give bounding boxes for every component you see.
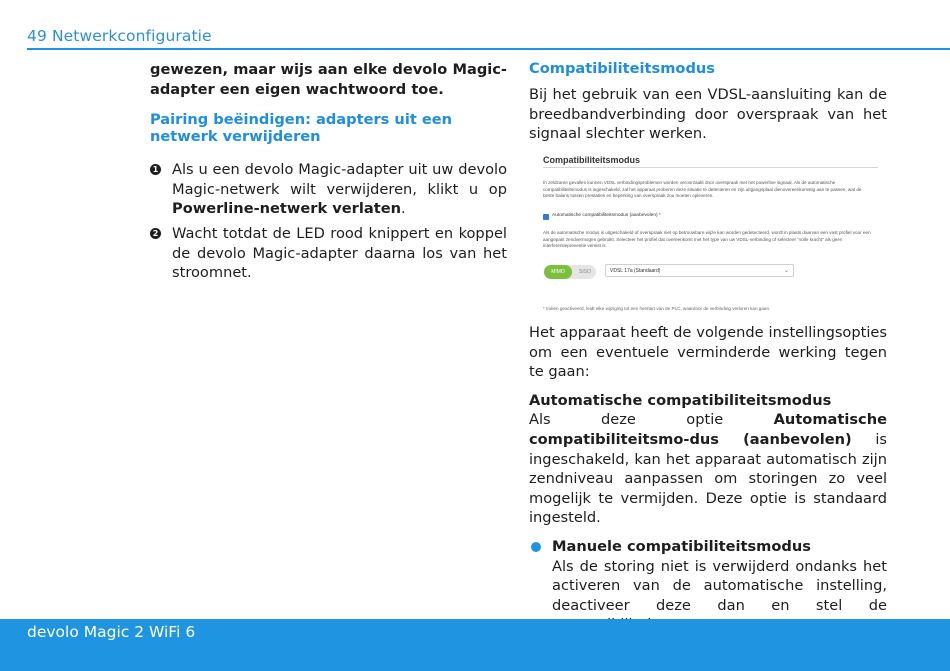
auto-mode-text (529, 410, 887, 528)
screenshot-footnote: * Indien geactiveerd, leidt elke wijziging tot een herstart van de PLC, waardoor de verbinding verloren kan gaan. (543, 306, 771, 311)
footer-product-name: devolo Magic 2 WiFi 6 (27, 623, 196, 641)
chevron-down-icon: ⌄ (783, 268, 789, 274)
step-item (150, 224, 507, 283)
screenshot-paragraph: In zeldzame gevallen kunnen VDSL verbindingsproblemen worden veroorzaakt door overspraak met het powerline signaal. Als de automatische compatibiliteitsmodus is ingeschakeld, zal het apparaat proberen deze situatie te detecteren en zijn uitgangsplaal dienovereenkomstig aan te passen, wat de beste balans tussen prestaties en beperking van overspraak zou moeten opleveren. (543, 180, 862, 199)
section-heading-pairing: Pairing beëindigen: adapters uit een netwerk verwijderen (150, 111, 453, 146)
right-column (529, 60, 887, 144)
right-column-lower (529, 323, 887, 635)
select-value: VDSL 17a (Standaard) (610, 268, 661, 274)
step-number-icon: 1 (150, 164, 161, 175)
screenshot-divider (543, 167, 878, 168)
settings-screenshot (541, 155, 878, 315)
step-item (150, 160, 507, 219)
section-heading-compat: Compatibiliteitsmodus (529, 60, 715, 77)
screenshot-paragraph: Als de automatische modus is uitgeschakeld of overspraak niet op betrouwbare wijze kan worden gedetecteerd, wordt in plaats daarvan een vast profiel voor een aangepast zendvermogen gebruikt. Selecteer het profiel dat overeenkomt met het type van uw VDSL-verbinding of selecteer "volle kracht" als geen interferentiepreventie vereist is. (543, 230, 871, 249)
page-header-title: 49 Netwerkconfiguratie (27, 27, 212, 45)
step-number-icon: 2 (150, 228, 161, 239)
checkbox-checked-icon[interactable] (543, 214, 549, 220)
step-text: Wacht totdat de LED rood knippert en koppel de devolo Magic-adapter daarna los van het stroomnet. (172, 224, 507, 282)
step-text: Als u een devolo Magic-adapter uit uw devolo Magic-netwerk wilt verwijderen, klikt u op (172, 161, 507, 198)
vdsl-profile-select[interactable] (605, 264, 794, 277)
header-divider (27, 48, 950, 50)
step-text-end: . (401, 200, 406, 218)
auto-text-end: is ingeschakeld, kan het apparaat automatisch zijn zendniveau aanpassen om storingen zo veel mogelijk te vermijden. Deze optie is standaard ingesteld. (529, 430, 887, 527)
options-intro: Het apparaat heeft de volgende instellingsopties om een eventuele verminderde werking tegen te gaan: (529, 324, 887, 381)
step-bold-text: Powerline-netwerk verlaten (172, 200, 401, 218)
compat-intro: Bij het gebruik van een VDSL-aansluiting kan de breedbandverbinding door overspraak van het signaal slechter werken. (529, 86, 887, 143)
auto-text-start: Als deze optie (529, 411, 774, 429)
toggle-option-mimo[interactable]: MIMO (544, 265, 572, 279)
mimo-siso-toggle[interactable] (544, 265, 596, 279)
steps-list (150, 160, 507, 283)
intro-line-1: gewezen, maar wijs aan elke devolo Magic- (150, 61, 507, 78)
auto-mode-heading: Automatische compatibiliteitsmodus (529, 391, 832, 409)
bullet-icon (531, 542, 541, 552)
toggle-option-siso[interactable]: SISO (579, 269, 591, 275)
auto-text-bold: Automatische compatibiliteitsmo-dus (aanbevolen) (529, 411, 887, 448)
intro-line-2: adapter een eigen wachtwoord toe. (150, 80, 444, 98)
manual-mode-heading: Manuele compatibiliteitsmodus (552, 537, 811, 555)
page-header (0, 0, 950, 52)
checkbox-label: Automatische compatibiliteitsmodus (aanbevolen) * (552, 213, 661, 218)
page-footer (0, 619, 950, 671)
left-column (150, 60, 507, 283)
manual-mode-text: Als de storing niet is verwijderd ondanks het activeren van de automatische instelling, deactiveer deze dan en stel de (552, 557, 887, 614)
screenshot-title: Compatibiliteitsmodus (543, 155, 641, 165)
